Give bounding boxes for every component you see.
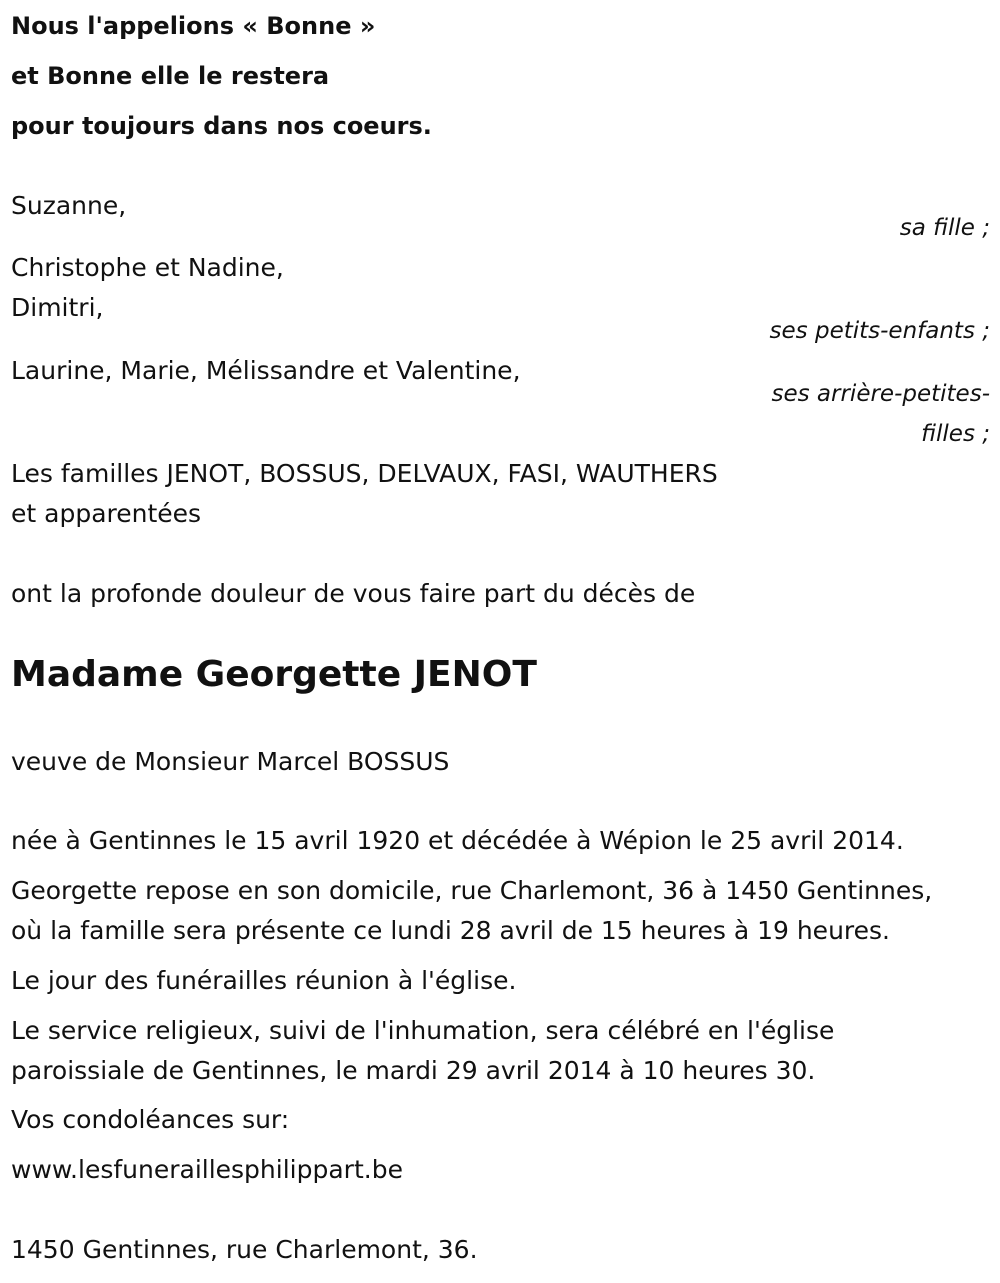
service-line-2: paroissiale de Gentinnes, le mardi 29 avril 2014 à 10 heures 30. (11, 1056, 816, 1085)
birth-death: née à Gentinnes le 15 avril 1920 et décédée à Wépion le 25 avril 2014. (11, 826, 904, 855)
widow-of: veuve de Monsieur Marcel BOSSUS (11, 747, 450, 776)
deceased-name: Madame Georgette JENOT (11, 654, 537, 695)
announcement: ont la profonde douleur de vous faire part du décès de (11, 579, 696, 608)
rest-place-line-2: où la famille sera présente ce lundi 28 avril de 15 heures à 19 heures. (11, 916, 890, 945)
grandchild-name-1: Christophe et Nadine, (11, 253, 284, 282)
epigraph-line-3: pour toujours dans nos coeurs. (11, 112, 432, 140)
address: 1450 Gentinnes, rue Charlemont, 36. (11, 1235, 478, 1264)
great-grandchildren-role-line-2: filles ; (921, 421, 990, 447)
families-line-1: Les familles JENOT, BOSSUS, DELVAUX, FASI, WAUTHERS (11, 459, 718, 488)
daughter-name: Suzanne, (11, 191, 127, 220)
grandchildren-role: ses petits-enfants ; (769, 318, 990, 344)
families-line-2: et apparentées (11, 499, 202, 528)
epigraph-line-2: et Bonne elle le restera (11, 62, 330, 90)
website-link[interactable]: www.lesfuneraillesphilippart.be (11, 1155, 403, 1184)
condolences-label: Vos condoléances sur: (11, 1105, 290, 1134)
epigraph-line-1: Nous l'appelions « Bonne » (11, 12, 376, 40)
rest-place-line-1: Georgette repose en son domicile, rue Charlemont, 36 à 1450 Gentinnes, (11, 876, 933, 905)
great-grandchildren-role-line-1: ses arrière-petites- (771, 381, 990, 407)
great-grandchildren-names: Laurine, Marie, Mélissandre et Valentine, (11, 356, 521, 385)
daughter-role: sa fille ; (899, 215, 990, 241)
meeting-info: Le jour des funérailles réunion à l'église. (11, 966, 517, 995)
grandchild-name-2: Dimitri, (11, 293, 104, 322)
service-line-1: Le service religieux, suivi de l'inhumation, sera célébré en l'église (11, 1016, 835, 1045)
